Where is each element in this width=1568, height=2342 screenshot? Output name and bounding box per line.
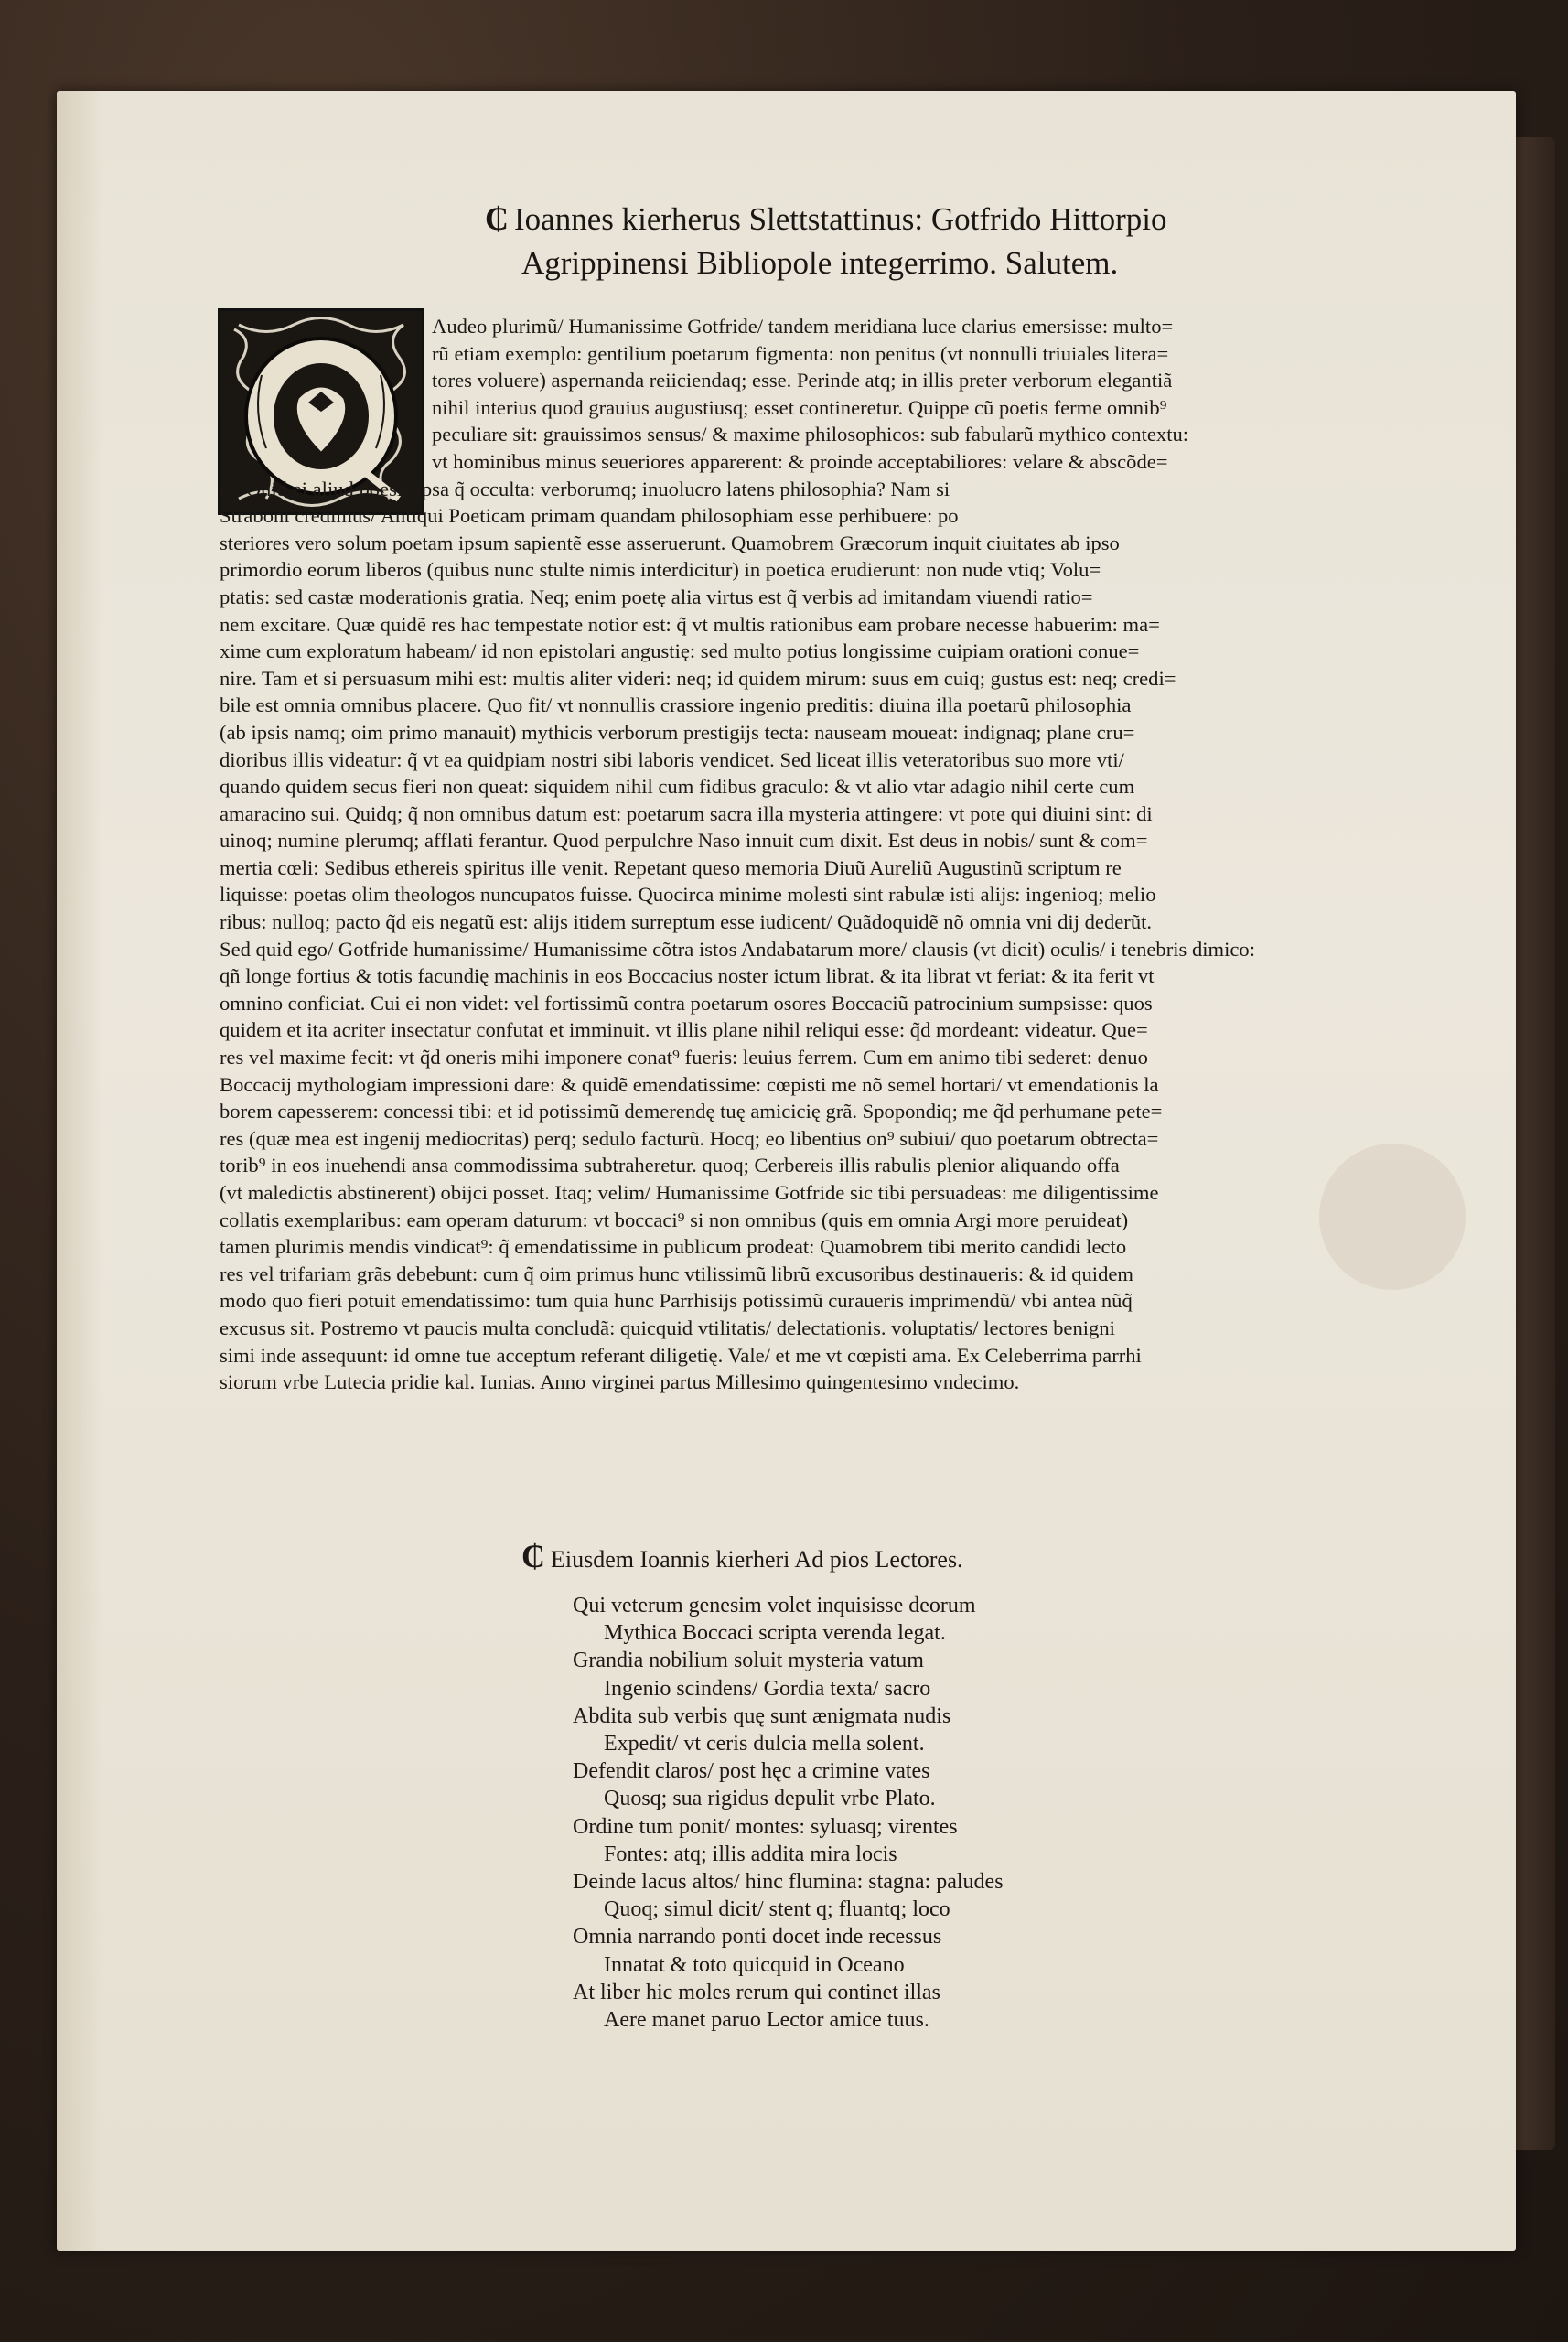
body-line: tores voluere) aspernanda reiiciendaq; esse. Perinde atq; in illis preter verborum elegantiã: [432, 369, 1173, 392]
poem-line: Expedit/ vt ceris dulcia mella solent.: [604, 1732, 925, 1756]
body-line: steriores vero solum poetam ipsum sapientẽ esse asseruerunt. Quamobrem Græcorum inquit ciuitates ab ipso: [220, 531, 1120, 554]
poem: [573, 1592, 1122, 2034]
body-line: Straboni credimus/ Antiqui Poeticam primam quandam philosophiam esse perhibuere: po: [220, 504, 959, 528]
body-line: rũ etiam exemplo: gentilium poetarum figmenta: non penitus (vt nonnulli triuiales litera=: [432, 341, 1169, 365]
body-line: Sed quid ego/ Gotfride humanissime/ Humanissime cõtra istos Andabatarum more/ clausis (vt dicit) oculis/ i tenebris dimico:: [220, 937, 1255, 961]
body-line: nem excitare. Quæ quidẽ res hac tempestate notior est: q̃ vt multis rationibus eam probare necesse habuerim: ma=: [220, 612, 1160, 636]
body-line: simi inde assequunt: id omne tue acceptum referant diligetię. Vale/ et me vt cœpisti ama. Ex Celeberrima parrhi: [220, 1343, 1142, 1367]
poem-line: Fontes: atq; illis addita mira locis: [604, 1842, 897, 1866]
paragraph-mark-icon: ₵: [521, 1538, 545, 1574]
poem-line: Omnia narrando ponti docet inde recessus: [573, 1925, 942, 1950]
poem-line: Qui veterum genesim volet inquisisse deorum: [573, 1594, 976, 1617]
heading-text-1: Ioannes kierherus Slettstattinus: Gotfrido Hittorpio: [514, 201, 1167, 237]
body-line: tamen plurimis mendis vindicat⁹: q̃ emendatissime in publicum prodeat: Quamobrem tibi merito candidi lecto: [220, 1235, 1127, 1259]
poem-line: Quosq; sua rigidus depulit vrbe Plato.: [604, 1787, 936, 1811]
body-line: nihil interius quod grauius augustiusq; esset contineretur. Quippe cũ poetis ferme omnib⁹: [432, 395, 1167, 419]
heading-text-2: Agrippinensi Bibliopole integerrimo. Salutem.: [521, 245, 1119, 281]
poem-line: At liber hic moles rerum qui continet illas: [573, 1980, 940, 2004]
poem-line: Abdita sub verbis quę sunt ænigmata nudis: [573, 1703, 951, 1728]
letter-heading: [485, 197, 1235, 285]
body-line: bile est omnia omnibus placere. Quo fit/ vt nonnullis crassiore ingenio preditis: diuina illa poetarũ philosophia: [220, 693, 1132, 717]
body-line: liquisse: poetas olim theologos nuncupatos fuisse. Quocirca minime molesti sint rabulæ isti alijs: ingenioq; melio: [220, 883, 1156, 907]
heading-line-1: [485, 197, 1235, 242]
body-line: primordio eorum liberos (quibus nunc stulte nimis interdicitur) in poetica erudierunt: non nude vtiq; Volu=: [220, 558, 1101, 582]
poem-line: Aere manet paruo Lector amice tuus.: [604, 2008, 929, 2033]
poem-line: Grandia nobilium soluit mysteria vatum: [573, 1649, 924, 1673]
body-line: nire. Tam et si persuasum mihi est: multis aliter videri: neq; id quidem mirum: suus em cuiq; gustus est: neq; credi=: [220, 666, 1176, 690]
body-line: re. Quid ei aliud poesis ipsa q̃ occulta: verborumq; inuolucro latens philosophia? Nam si: [220, 477, 950, 500]
body-line: res vel trifariam grãs debebunt: cum q̃ oim primus hunc vtilissimũ librũ excusoribus destinaueris: & id quidem: [220, 1262, 1133, 1285]
body-line: qñ longe fortius & totis facundię machinis in eos Boccacius noster ictum librat. & ita librat vt feriat: & ita ferit vt: [220, 964, 1155, 988]
body-line: ptatis: sed castæ moderationis gratia. Neq; enim poetę alia virtus est q̃ verbis ad imitandam viuendi ratio=: [220, 585, 1093, 608]
body-line: (vt maledictis abstinerent) obijci posset. Itaq; velim/ Humanissime Gotfride sic tibi persuadeas: me diligentissime: [220, 1181, 1159, 1204]
body-line: torib⁹ in eos inuehendi ansa commodissima subtraheretur. quoq; Cerbereis illis rabulis plenior aliquando offa: [220, 1154, 1120, 1177]
paragraph-mark-icon: ₵: [485, 200, 509, 237]
poem-line: Mythica Boccaci scripta verenda legat.: [604, 1621, 946, 1646]
body-line: peculiare sit: grauissimos sensus/ & maxime philosophicos: sub fabularũ mythico contextu:: [432, 423, 1189, 446]
body-line: mertia cœli: Sedibus ethereis spiritus ille venit. Repetant queso memoria Diuũ Aureliũ Augustinũ scriptum re: [220, 855, 1122, 879]
body-line: excusus sit. Postremo vt paucis multa concludã: quicquid vtilitatis/ delectationis. voluptatis/ lectores benigni: [220, 1316, 1115, 1339]
poem-line: Ordine tum ponit/ montes: syluasq; virentes: [573, 1814, 958, 1839]
poem-line: Defendit claros/ post hęc a crimine vates: [573, 1759, 930, 1784]
poem-line: Quoq; simul dicit/ stent q; fluantq; loco: [604, 1897, 950, 1922]
body-line: quando quidem secus fieri non queat: siquidem nihil cum fidibus graculo: & vt alio vtar adagio nihil certe cum: [220, 775, 1135, 799]
poem-line: Ingenio scindens/ Gordia texta/ sacro: [604, 1676, 931, 1701]
body-line: collatis exemplaribus: eam operam daturum: vt boccaci⁹ si non omnibus (quis em omnia Argi more peruideat): [220, 1208, 1129, 1231]
body-line: (ab ipsis namq; oim primo manauit) mythicis verborum prestigijs tecta: nauseam moueat: indignaq; plane cru=: [220, 720, 1135, 744]
body-line: xime cum exploratum habeam/ id non epistolari angustię: sed multo potius longissime cuipiam orationi conue=: [220, 639, 1140, 663]
body-line: amaracino sui. Quidq; q̃ non omnibus datum est: poetarum sacra illa mysteria attingere: vt pote qui diuini sint: di: [220, 801, 1153, 825]
poem-heading-text: Eiusdem Ioannis kierheri Ad pios Lectores.: [551, 1546, 963, 1573]
body-line: Boccacij mythologiam impressioni dare: & quidẽ emendatissime: cœpisti me nõ semel hortari/ vt emendationis la: [220, 1072, 1159, 1096]
body-line: uinoq; numine plerumq; afflati ferantur. Quod perpulchre Naso innuit cum dixit. Est deus in nobis/ sunt & com=: [220, 829, 1148, 853]
body-line: quidem et ita acriter insectatur confutat et imminuit. vt illis plane nihil reliqui esse: q̃d mordeant: videatur. Que=: [220, 1018, 1148, 1042]
poem-heading: [521, 1537, 1162, 1575]
heading-line-2: [485, 242, 1235, 285]
body-line: modo quo fieri potuit emendatissimo: tum quia hunc Parrhisijs potissimũ curaueris imprimendũ/ vbi antea nũq̃: [220, 1289, 1133, 1313]
body-line: ribus: nulloq; pacto q̃d eis negatũ est: alijs itidem surreptum esse iudicent/ Quãdoquidẽ nõ omnia vni dij dederũt.: [220, 910, 1153, 934]
body-line: Audeo plurimũ/ Humanissime Gotfride/ tandem meridiana luce clarius emersisse: multo=: [432, 315, 1174, 338]
poem-line: Innatat & toto quicquid in Oceano: [604, 1952, 905, 1977]
body-line: omnino conficiat. Cui ei non videt: vel fortissimũ contra poetarum osores Boccaciũ patrocinium sumpsisse: quos: [220, 991, 1153, 1015]
letter-body: [220, 313, 1432, 1396]
body-line: res (quæ mea est ingenij mediocritas) perq; sedulo facturũ. Hocq; eo libentius on⁹ subiui/ quo poetarum obtrecta=: [220, 1126, 1159, 1150]
poem-line: Deinde lacus altos/ hinc flumina: stagna: paludes: [573, 1870, 1004, 1895]
body-line: siorum vrbe Lutecia pridie kal. Iunias. Anno virginei partus Millesimo quingentesimo vndecimo.: [220, 1370, 1020, 1394]
body-line: vt hominibus minus seueriores apparerent: & proinde acceptabiliores: velare & abscõde=: [432, 449, 1168, 473]
body-line: borem capesserem: concessi tibi: et id potissimũ demerendę tuę amicicię grã. Spopondiq; me q̃d perhumane pete=: [220, 1100, 1163, 1123]
body-line: res vel maxime fecit: vt q̃d oneris mihi imponere conat⁹ fueris: leuius ferrem. Cum em animo tibi sederet: denuo: [220, 1046, 1148, 1069]
body-line: dioribus illis videatur: q̃ vt ea quidpiam nostri sibi laboris vendicet. Sed liceat illis veteratoribus suo more vti/: [220, 747, 1124, 771]
